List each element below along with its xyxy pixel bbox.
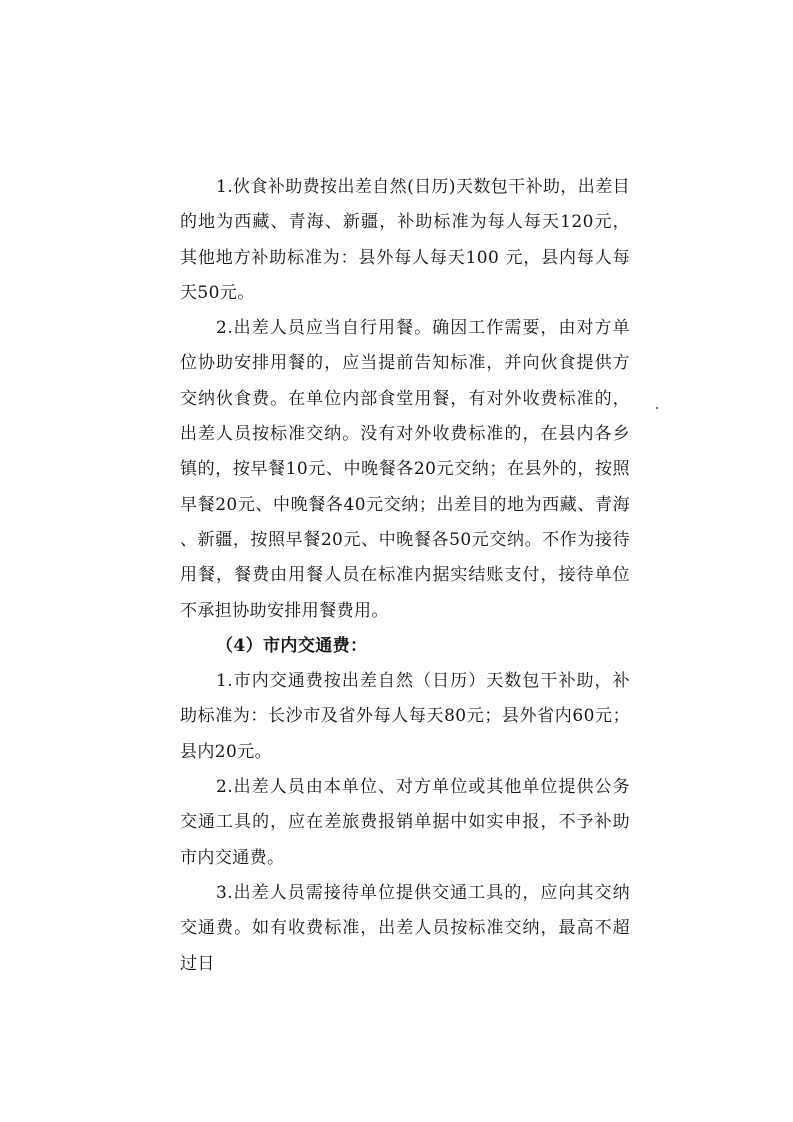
paragraph-transport-fee-payment: 3.出差人员需接待单位提供交通工具的，应向其交纳交通费。如有收费标准，出差人员按标准交纳，最高不超过日 (180, 882, 630, 974)
paragraph-meal-arrangement: 2.出差人员应当自行用餐。确因工作需要，由对方单位协助安排用餐的，应当提前告知标准，并向伙食提供方交纳伙食费。在单位内部食堂用餐，有对外收费标准的，出差人员按标准交纳。没有对外收费标准的，在县内各乡镇的，按早餐10元、中晚餐各20元交纳；在县外的，按照早餐20元、中晚餐各40元交纳；出差目的地为西藏、青海、新疆，按照早餐20元、中晚餐各50元交纳。不作为接待用餐，餐费由用餐人员在标准内据实结账支付，接待单位不承担协助安排用餐费用。 (180, 318, 630, 621)
scan-speck (656, 407, 658, 409)
paragraph-transport-provided-vehicle: 2.出差人员由本单位、对方单位或其他单位提供公务交通工具的，应在差旅费报销单据中如实申报，不予补助市内交通费。 (180, 777, 630, 868)
paragraph-meal-subsidy-standard: 1.伙食补助费按出差自然(日历)天数包干补助，出差目的地为西藏、青海、新疆，补助标准为每人每天120元，其他地方补助标准为：县外每人每天100 元，县内每人每天50元。 (180, 177, 630, 303)
document-body (180, 170, 630, 982)
paragraph-transport-subsidy-standard: 1.市内交通费按出差自然（日历）天数包干补助，补助标准为：长沙市及省外每人每天80元；县外省内60元；县内20元。 (180, 671, 630, 762)
section-heading-local-transport: （4）市内交通费： (216, 635, 368, 656)
